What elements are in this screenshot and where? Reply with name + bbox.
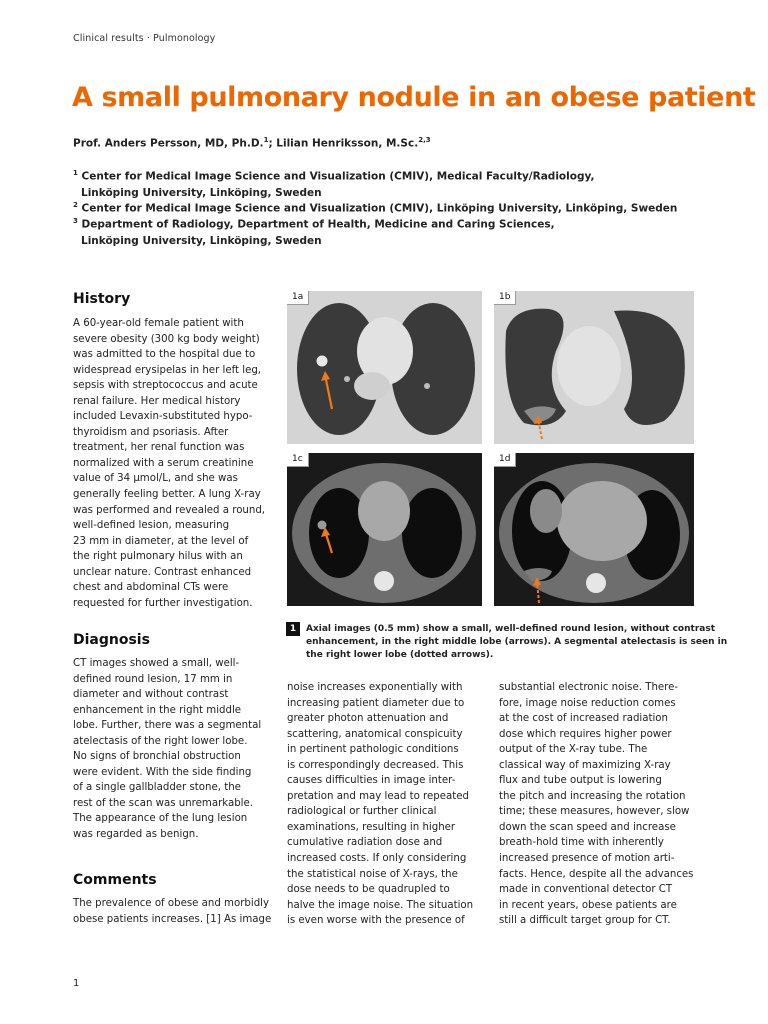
figure-label: 1b (494, 291, 516, 305)
text-line: severe obesity (300 kg body weight) (73, 333, 260, 345)
text-line: facts. Hence, despite all the advances (499, 868, 694, 880)
text-line: radiological or further clinical (287, 806, 437, 818)
text-line: examinations, resulting in higher (287, 821, 456, 833)
text-line: fore, image noise reduction comes (499, 697, 676, 709)
text-line: the statistical noise of X-rays, the (287, 868, 458, 880)
text-line: rest of the scan was unremarkable. (73, 797, 254, 809)
text-line: still a difficult target group for CT. (499, 915, 671, 927)
text-line: increasing patient diameter due to (287, 697, 465, 709)
ct-lung-window-image (494, 291, 694, 444)
text-line: was admitted to the hospital due to (73, 349, 256, 361)
author-line (73, 136, 431, 150)
text-line: enhancement, in the right middle lobe (arrows). A segmental atelectasis is seen in (306, 637, 728, 647)
page-title: A small pulmonary nodule in an obese patient (72, 82, 756, 113)
text-line: generally feeling better. A lung X-ray (73, 489, 261, 501)
affiliation-1 (73, 165, 595, 201)
text-line: well-defined lesion, measuring (73, 520, 230, 532)
text-line: defined round lesion, 17 mm in (73, 673, 233, 685)
figure-label: 1d (494, 453, 516, 467)
text-line: A 60-year-old female patient with (73, 318, 244, 329)
text-line: time; these measures, however, slow (499, 806, 690, 818)
text-line: was regarded as benign. (73, 829, 199, 841)
text-line: No signs of bronchial obstruction (73, 751, 241, 763)
affiliation-text: Linköping University, Linköping, Sweden (81, 186, 322, 199)
text-line: substantial electronic noise. There- (499, 682, 679, 693)
section-heading-diagnosis: Diagnosis (73, 632, 150, 648)
text-line: flux and tube output is lowering (499, 775, 662, 787)
section-heading-history: History (73, 291, 131, 307)
affiliation-number: 2 (73, 201, 78, 209)
text-line: made in conventional detector CT (499, 884, 673, 896)
text-line: output of the X-ray tube. The (499, 744, 648, 756)
ct-lung-window-image (287, 291, 482, 444)
breadcrumb: Clinical results · Pulmonology (73, 33, 216, 44)
text-line: widespread erysipelas in her left leg, (73, 364, 262, 376)
text-line: halve the image noise. The situation (287, 899, 474, 911)
text-line: is even worse with the presence of (287, 915, 465, 927)
author-name: Lilian Henriksson, M.Sc. (276, 137, 419, 150)
text-line: thyroidism and psoriasis. After (73, 426, 229, 438)
affiliation-3 (73, 213, 555, 249)
text-line: enhancement in the right middle (73, 704, 242, 716)
affiliation-number: 1 (73, 169, 78, 177)
text-line: the right pulmonary hilus with an (73, 551, 243, 563)
text-line: down the scan speed and increase (499, 821, 676, 833)
text-line: included Levaxin-substituted hypo- (73, 411, 253, 423)
diagnosis-text (73, 656, 261, 843)
text-line: the right lower lobe (dotted arrows). (306, 650, 494, 660)
figure-1c (287, 453, 482, 606)
text-line: value of 34 µmol/L, and she was (73, 473, 238, 485)
text-line: in pertinent pathologic conditions (287, 744, 459, 756)
text-line: unclear nature. Contrast enhanced (73, 566, 252, 578)
affiliation-text: Center for Medical Image Science and Visualization (CMIV), Linköping University, Linköping, Sweden (81, 202, 678, 215)
figure-label: 1a (287, 291, 309, 305)
text-line: lobe. Further, there was a segmental (73, 720, 262, 732)
text-line: noise increases exponentially with (287, 682, 463, 693)
text-line: of a single gallbladder stone, the (73, 782, 241, 794)
text-line: increased presence of motion arti- (499, 853, 675, 865)
affiliation-text: Linköping University, Linköping, Sweden (81, 234, 322, 247)
text-line: chest and abdominal CTs were (73, 582, 229, 594)
ct-mediastinal-window-image (494, 453, 694, 606)
text-line: CT images showed a small, well- (73, 658, 240, 669)
text-line: were evident. With the side finding (73, 766, 252, 778)
page-number: 1 (73, 978, 80, 989)
text-line: is correspondingly decreased. This (287, 759, 464, 771)
text-line: dose which requires higher power (499, 728, 672, 740)
text-line: dose needs to be quadrupled to (287, 884, 450, 896)
affiliation-number: 3 (73, 217, 78, 225)
text-line: renal failure. Her medical history (73, 395, 241, 407)
column-2-text (287, 680, 473, 929)
section-heading-comments: Comments (73, 872, 157, 888)
figure-number-badge: 1 (286, 622, 300, 636)
column-3-text (499, 680, 694, 929)
text-line: requested for further investigation. (73, 597, 253, 609)
affiliation-text: Center for Medical Image Science and Visualization (CMIV), Medical Faculty/Radiology, (81, 170, 595, 183)
text-line: atelectasis of the right lower lobe. (73, 735, 248, 747)
affiliation-text: Department of Radiology, Department of Health, Medicine and Caring Sciences, (81, 218, 555, 231)
comments-text (73, 896, 271, 927)
text-line: 23 mm in diameter, at the level of (73, 535, 249, 547)
author-affiliation-mark: 1 (263, 136, 269, 144)
text-line: breath-hold time with inherently (499, 837, 664, 849)
text-line: cumulative radiation dose and (287, 837, 443, 849)
text-line: scattering, anatomical conspicuity (287, 728, 463, 740)
text-line: the pitch and increasing the rotation (499, 790, 686, 802)
author-affiliation-mark: 2,3 (418, 136, 431, 144)
text-line: was performed and revealed a round, (73, 504, 266, 516)
figure-caption (306, 623, 727, 662)
text-line: obese patients increases. [1] As image (73, 913, 272, 925)
text-line: Axial images (0.5 mm) show a small, well-defined round lesion, without contrast (306, 624, 715, 634)
text-line: increased costs. If only considering (287, 853, 467, 865)
text-line: causes difficulties in image inter- (287, 775, 456, 787)
figure-1b (494, 291, 694, 444)
author-name: Prof. Anders Persson, MD, Ph.D. (73, 137, 264, 150)
text-line: pretation and may lead to repeated (287, 790, 469, 802)
figure-1d (494, 453, 694, 606)
ct-mediastinal-window-image (287, 453, 482, 606)
text-line: diameter and without contrast (73, 689, 229, 701)
author-separator: ; (268, 137, 277, 150)
text-line: treatment, her renal function was (73, 442, 245, 454)
history-text (73, 316, 265, 611)
text-line: in recent years, obese patients are (499, 899, 677, 911)
text-line: sepsis with streptococcus and acute (73, 380, 258, 392)
figure-label: 1c (287, 453, 309, 467)
text-line: classical way of maximizing X-ray (499, 759, 671, 771)
text-line: The appearance of the lung lesion (73, 813, 248, 825)
text-line: greater photon attenuation and (287, 713, 449, 725)
text-line: normalized with a serum creatinine (73, 457, 254, 469)
text-line: at the cost of increased radiation (499, 713, 668, 725)
figure-1a (287, 291, 482, 444)
text-line: The prevalence of obese and morbidly (73, 898, 270, 909)
